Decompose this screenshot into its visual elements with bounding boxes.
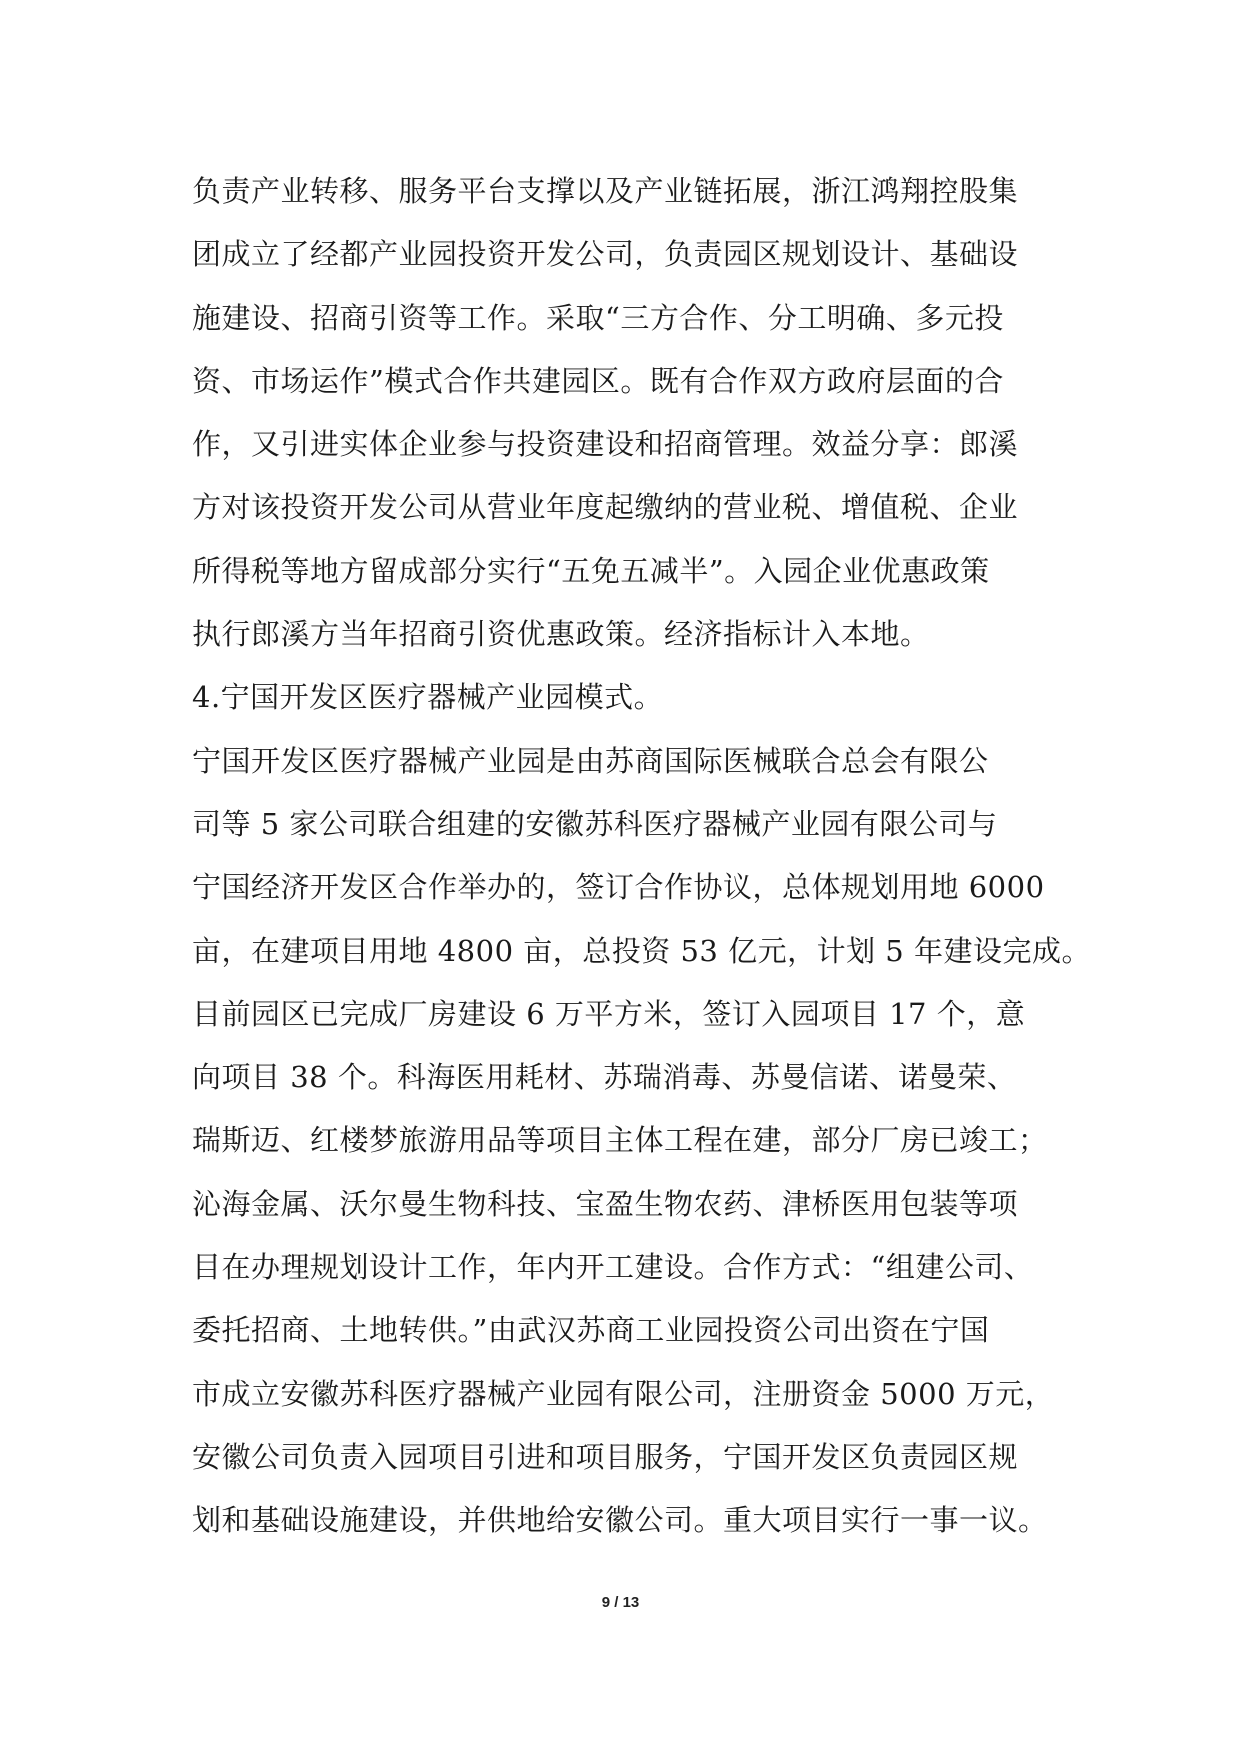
text-line-1: 负责产业转移、服务平台支撑以及产业链拓展，浙江鸿翔控股集 (192, 174, 1019, 208)
page-number: 9 / 13 (601, 1594, 640, 1611)
body-text (192, 160, 1091, 1553)
text-line-5: 作，又引进实体企业参与投资建设和招商管理。效益分享：郎溪 (192, 427, 1019, 462)
text-line-22: 划和基础设施建设，并供地给安徽公司。重大项目实行一事一议。 (192, 1503, 1048, 1538)
text-line-3: 施建设、招商引资等工作。采取“三方合作、分工明确、多元投 (192, 300, 1004, 335)
text-line-19: 委托招商、土地转供。”由武汉苏商工业园投资公司出资在宁国 (192, 1313, 990, 1348)
text-line-17: 沁海金属、沃尔曼生物科技、宝盈生物农药、津桥医用包装等项 (192, 1186, 1019, 1221)
text-line-4: 资、市场运作”模式合作共建园区。既有合作双方政府层面的合 (192, 363, 1004, 398)
text-line-7: 所得税等地方留成部分实行“五免五减半”。入园企业优惠政策 (192, 553, 990, 588)
text-line-21: 安徽公司负责入园项目引进和项目服务，宁国开发区负责园区规 (192, 1439, 1019, 1474)
section-heading: 4.宁国开发区医疗器械产业园模式。 (192, 680, 664, 715)
text-line-10: 宁国开发区医疗器械产业园是由苏商国际医械联合总会有限公 (192, 743, 989, 778)
text-line-2: 团成立了经都产业园投资开发公司，负责园区规划设计、基础设 (192, 237, 1019, 272)
text-line-14: 目前园区已完成厂房建设 6 万平方米，签订入园项目 17 个，意 (192, 996, 1026, 1031)
text-line-11: 司等 5 家公司联合组建的安徽苏科医疗器械产业园有限公司与 (192, 806, 998, 841)
text-line-15: 向项目 38 个。科海医用耗材、苏瑞消毒、苏曼信诺、诺曼荣、 (192, 1060, 1017, 1095)
text-line-20: 市成立安徽苏科医疗器械产业园有限公司，注册资金 5000 万元， (192, 1376, 1055, 1411)
text-line-18: 目在办理规划设计工作，年内开工建设。合作方式：“组建公司、 (192, 1250, 1034, 1285)
text-line-16: 瑞斯迈、红楼梦旅游用品等项目主体工程在建，部分厂房已竣工； (192, 1123, 1048, 1158)
text-line-12: 宁国经济开发区合作举办的，签订合作协议，总体规划用地 6000 (192, 870, 1045, 905)
text-line-13: 亩，在建项目用地 4800 亩，总投资 53 亿元，计划 5 年建设完成。 (192, 933, 1091, 968)
text-line-6: 方对该投资开发公司从营业年度起缴纳的营业税、增值税、企业 (192, 490, 1019, 525)
text-line-8: 执行郎溪方当年招商引资优惠政策。经济指标计入本地。 (192, 617, 930, 652)
